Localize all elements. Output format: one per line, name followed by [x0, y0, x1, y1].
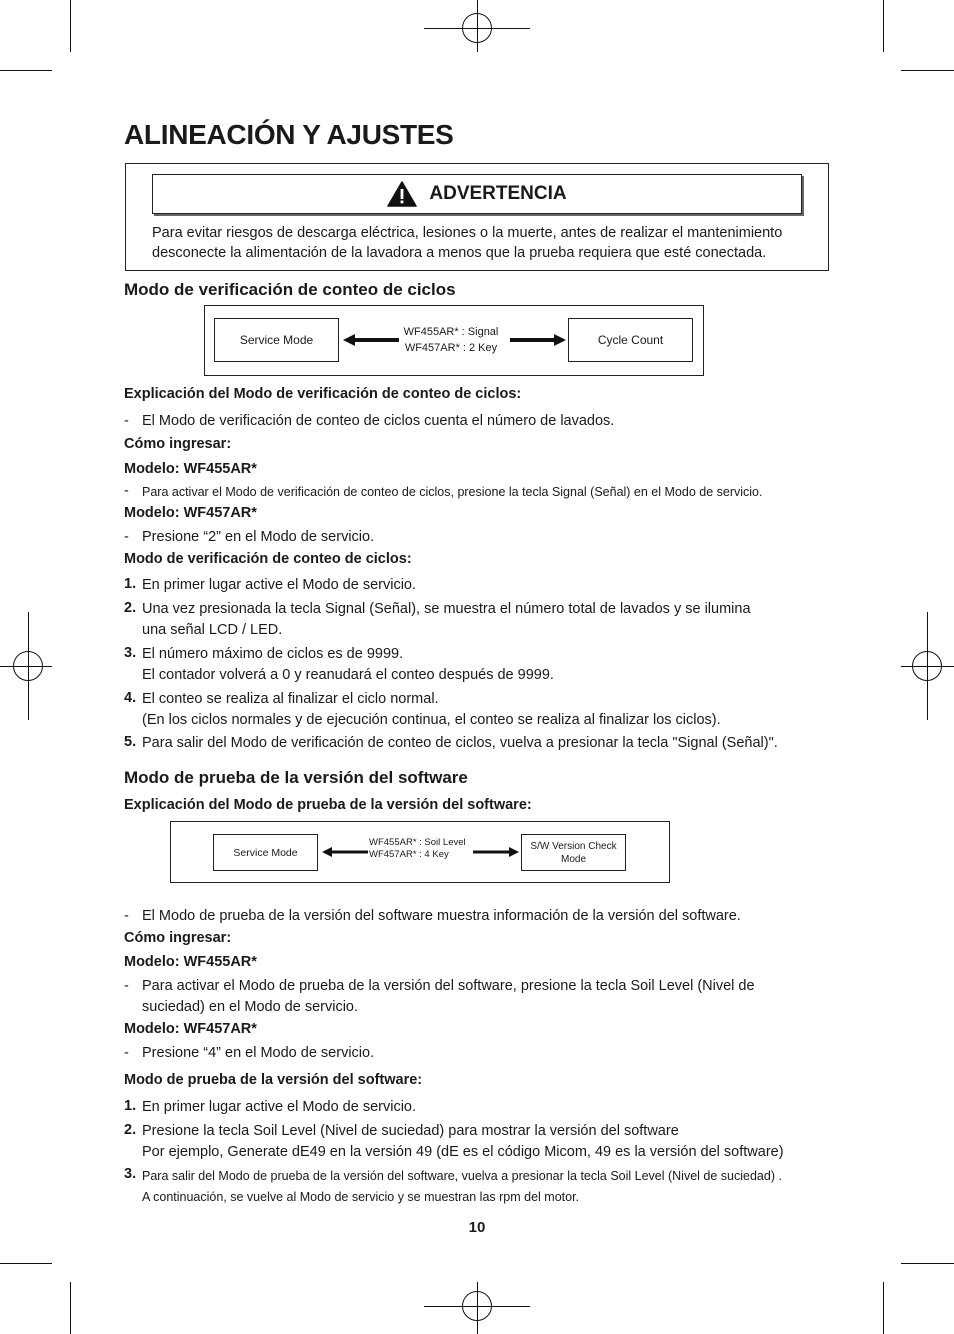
list-item: -	[124, 529, 129, 545]
arrow-left-icon	[341, 332, 401, 348]
step-text: En primer lugar active el Modo de servicio.	[142, 1099, 417, 1115]
model-heading: Modelo: WF457AR*	[124, 505, 257, 521]
diagram-box-service-mode: Service Mode	[213, 834, 318, 871]
diagram-box-cycle-count: Cycle Count	[568, 318, 693, 362]
arrow-right-icon	[508, 332, 568, 348]
section-heading-cycle-count: Modo de verificación de conteo de ciclos	[124, 280, 456, 299]
step-number: 1.	[124, 576, 137, 592]
diagram-box-service-mode: Service Mode	[214, 318, 339, 362]
warning-box	[125, 163, 829, 271]
warning-text: Para evitar riesgos de descarga eléctrica, lesiones o la muerte, antes de realizar el mantenimiento desconecte la alimentación de la lavadora a menos que la prueba requiera que esté conectada.	[152, 225, 783, 261]
step-text: Para salir del Modo de prueba de la versión del software, vuelva a presionar la tecla Soil Level (Nivel de suciedad) .	[142, 1169, 782, 1183]
warning-heading: ADVERTENCIA	[429, 183, 567, 204]
diagram-key-label: WF455AR* : Signal WF457AR* : 2 Key	[403, 326, 499, 354]
step-number: 5.	[124, 734, 137, 750]
step-number: 4.	[124, 690, 137, 706]
how-to-enter-heading: Cómo ingresar:	[124, 436, 232, 452]
step-text: Presione la tecla Soil Level (Nivel de suciedad) para mostrar la versión del software	[142, 1123, 679, 1139]
how-to-enter-heading: Cómo ingresar:	[124, 930, 232, 946]
list-item-text: Presione “2” en el Modo de servicio.	[142, 529, 375, 545]
warning-header	[152, 174, 802, 214]
step-number: 2.	[124, 1122, 137, 1138]
step-text: El número máximo de ciclos es de 9999.	[142, 646, 404, 662]
warning-triangle-icon	[387, 181, 417, 207]
model-heading: Modelo: WF455AR*	[124, 954, 257, 970]
step-text: El contador volverá a 0 y reanudará el conteo después de 9999.	[142, 667, 554, 683]
list-item: -	[124, 908, 129, 924]
step-text: A continuación, se vuelve al Modo de servicio y se muestran las rpm del motor.	[142, 1190, 580, 1204]
list-item: -	[124, 978, 129, 994]
step-number: 2.	[124, 600, 137, 616]
arrow-right-icon	[471, 845, 521, 859]
explanation-heading: Explicación del Modo de prueba de la versión del software:	[124, 797, 532, 813]
step-number: 3.	[124, 645, 137, 661]
model-heading: Modelo: WF457AR*	[124, 1021, 257, 1037]
list-item-text: El Modo de prueba de la versión del software muestra información de la versión del software.	[142, 908, 741, 924]
model-heading: Modelo: WF455AR*	[124, 461, 257, 477]
mode-heading: Modo de prueba de la versión del software:	[124, 1072, 423, 1088]
arrow-left-icon	[320, 845, 370, 859]
list-item-text: El Modo de verificación de conteo de ciclos cuenta el número de lavados.	[142, 413, 615, 429]
step-text: Una vez presionada la tecla Signal (Señal), se muestra el número total de lavados y se ilumina	[142, 601, 751, 617]
list-item: -	[124, 483, 129, 499]
step-number: 3.	[124, 1166, 137, 1182]
diagram-software-version	[170, 821, 670, 883]
diagram-cycle-count	[204, 305, 704, 376]
step-text: Por ejemplo, Generate dE49 en la versión 49 (dE es el código Micom, 49 es la versión del software)	[142, 1144, 784, 1160]
section-heading-software-version: Modo de prueba de la versión del software	[124, 768, 468, 787]
list-item-text: Para activar el Modo de prueba de la versión del software, presione la tecla Soil Level (Nivel de	[142, 978, 755, 994]
page-number: 10	[468, 1219, 486, 1236]
step-text: Para salir del Modo de verificación de conteo de ciclos, vuelva a presionar la tecla "Signal (Señal)".	[142, 735, 778, 751]
step-number: 1.	[124, 1098, 137, 1114]
step-text: una señal LCD / LED.	[142, 622, 283, 638]
list-item-text: suciedad) en el Modo de servicio.	[142, 999, 359, 1015]
list-item: -	[124, 413, 129, 429]
list-item: -	[124, 1045, 129, 1061]
step-text: En primer lugar active el Modo de servicio.	[142, 577, 417, 593]
page-title: ALINEACIÓN Y AJUSTES	[124, 119, 454, 150]
step-text: (En los ciclos normales y de ejecución continua, el conteo se realiza al finalizar los ciclos).	[142, 712, 721, 728]
explanation-heading: Explicación del Modo de verificación de conteo de ciclos:	[124, 386, 522, 402]
step-text: El conteo se realiza al finalizar el ciclo normal.	[142, 691, 439, 707]
mode-heading: Modo de verificación de conteo de ciclos:	[124, 551, 412, 567]
diagram-key-label: WF455AR* : Soil Level WF457AR* : 4 Key	[369, 837, 466, 860]
diagram-box-sw-version-check: S/W Version Check Mode	[521, 834, 626, 871]
list-item-text: Presione “4” en el Modo de servicio.	[142, 1045, 375, 1061]
list-item-text: Para activar el Modo de verificación de conteo de ciclos, presione la tecla Signal (Señal) en el Modo de servicio.	[142, 485, 763, 499]
